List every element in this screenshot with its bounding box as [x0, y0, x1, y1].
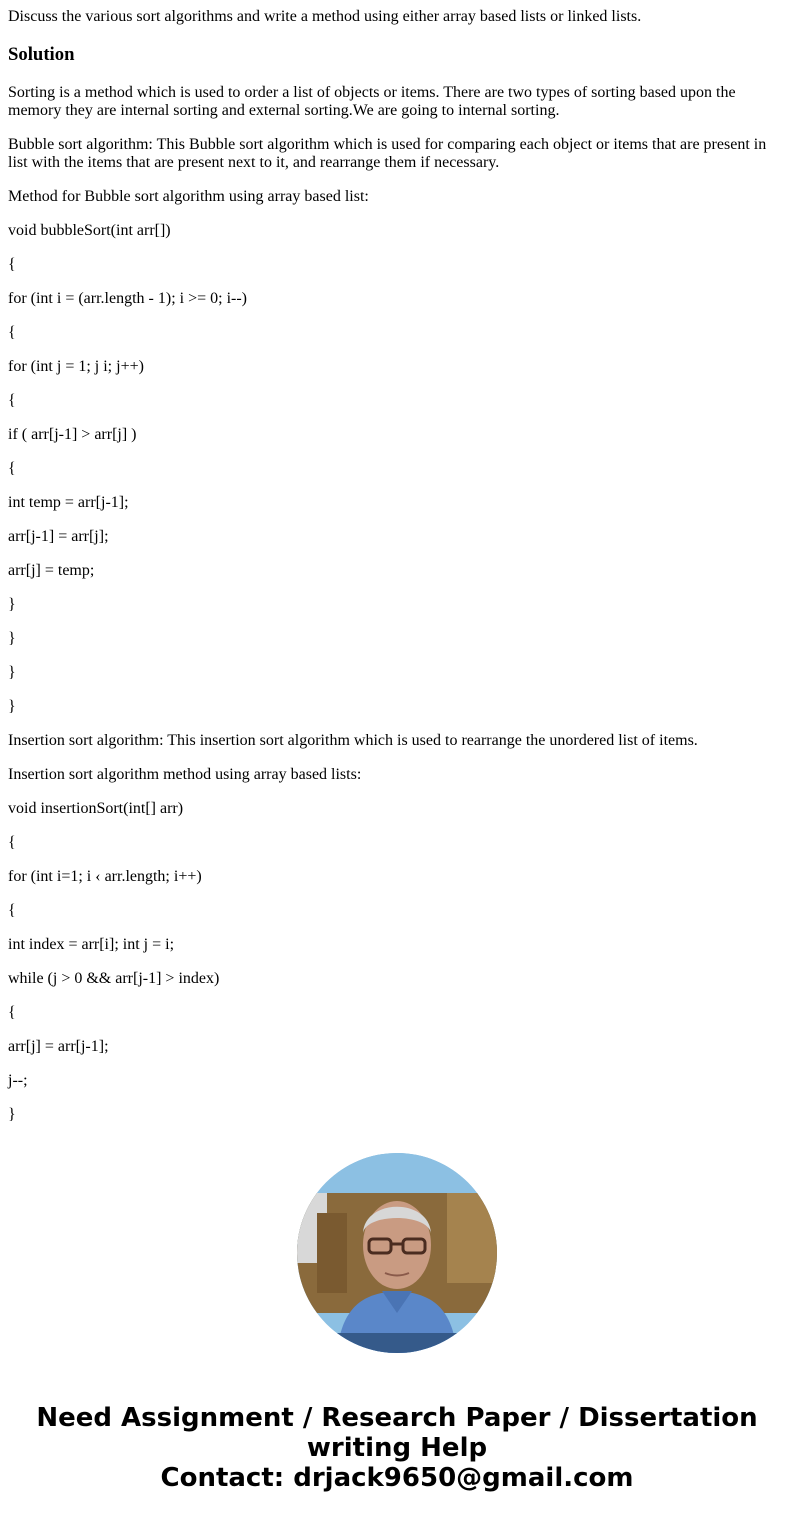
solution-body: [8, 84, 786, 1124]
code-line: for (int i=1; i ‹ arr.length; i++): [8, 868, 202, 885]
code-line: }: [8, 698, 16, 715]
code-line: }: [8, 596, 16, 613]
code-line: void bubbleSort(int arr[]): [8, 222, 171, 239]
promo-footer: [0, 1403, 794, 1493]
code-line: void insertionSort(int[] arr): [8, 800, 184, 817]
code-line: }: [8, 1106, 16, 1123]
code-line: for (int j = 1; j i; j++): [8, 358, 144, 375]
code-line: arr[j] = arr[j-1];: [8, 1038, 109, 1055]
person-portrait-icon: [297, 1153, 497, 1353]
code-line: {: [8, 902, 16, 919]
avatar: [297, 1153, 497, 1353]
paragraph-bubble-description: Bubble sort algorithm: This Bubble sort algorithm which is used for comparing each object or items that are present in list with the items that are present next to it, and rearrange them if necessary.: [8, 136, 767, 171]
code-line: }: [8, 664, 16, 681]
solution-heading: Solution: [8, 44, 75, 65]
paragraph-bubble-method-title: Method for Bubble sort algorithm using array based list:: [8, 188, 369, 205]
code-line: {: [8, 460, 16, 477]
code-line: arr[j-1] = arr[j];: [8, 528, 109, 545]
promo-contact: Contact: drjack9650@gmail.com: [160, 1463, 634, 1493]
code-line: {: [8, 256, 16, 273]
code-line: if ( arr[j-1] > arr[j] ): [8, 426, 137, 443]
code-line: arr[j] = temp;: [8, 562, 95, 579]
paragraph-insertion-method-title: Insertion sort algorithm method using array based lists:: [8, 766, 362, 783]
code-line: {: [8, 324, 16, 341]
code-line: {: [8, 1004, 16, 1021]
code-line: int temp = arr[j-1];: [8, 494, 129, 511]
code-line: int index = arr[i]; int j = i;: [8, 936, 175, 953]
paragraph-intro: Sorting is a method which is used to order a list of objects or items. There are two types of sorting based upon the memory they are internal sorting and external sorting.We are going to internal sorting.: [8, 84, 736, 119]
code-line: }: [8, 630, 16, 647]
code-line: j--;: [8, 1072, 28, 1089]
question-text: Discuss the various sort algorithms and write a method using either array based lists or linked lists.: [8, 8, 642, 25]
paragraph-insertion-description: Insertion sort algorithm: This insertion sort algorithm which is used to rearrange the unordered list of items.: [8, 732, 698, 749]
code-line: while (j > 0 && arr[j-1] > index): [8, 970, 220, 987]
code-line: {: [8, 392, 16, 409]
code-line: {: [8, 834, 16, 851]
code-line: for (int i = (arr.length - 1); i >= 0; i--): [8, 290, 248, 307]
promo-line-1: Need Assignment / Research Paper / Dissertation: [36, 1403, 758, 1433]
promo-line-2: writing Help: [306, 1433, 488, 1463]
